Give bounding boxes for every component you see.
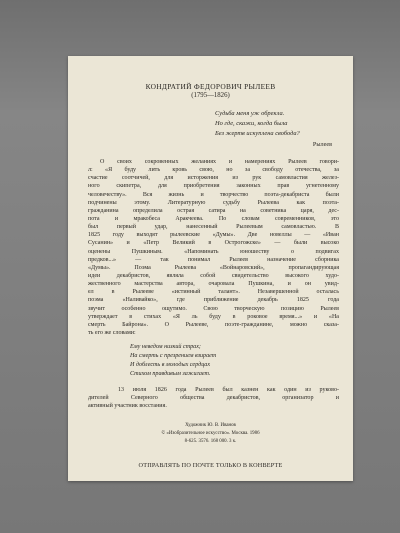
text-line: был первый удар, нанесенный Рылеевым самовластью. В	[88, 224, 339, 231]
epigraph-line: Без жертв искуплена свобода?	[215, 130, 300, 137]
text-line: дителей Северного общества декабристов, организатор и	[88, 395, 339, 402]
text-line: звучит особенно ощутимо. Свою творческую позицию Рылеев	[88, 305, 339, 312]
text-line: счастие соотчичей, для исторжения из рук самовластия желез-	[88, 175, 339, 182]
text-line: гражданина определила острая сатира на советника царя, дес-	[88, 207, 339, 214]
text-line: идеи декабристов, являла собой свидетельство высокого худо-	[88, 272, 339, 279]
text-line: поэма «Наливайко», где приближение декабрь 1825 года	[88, 297, 339, 304]
text-line: л: «Я буду лить кровь свою, но за свободу отечества, за	[88, 167, 339, 174]
verse-line: На смерть с презрением взирает	[130, 353, 217, 359]
closing-text	[88, 386, 339, 410]
life-years: (1795—1826)	[191, 92, 230, 99]
text-line: ного скипетра, для приобретения законных прав угнетенному	[88, 183, 339, 190]
epigraph-author: Рылеев	[312, 141, 332, 148]
postcard-back	[68, 56, 353, 481]
artist-credit: Художник Ю. В. Иванов	[185, 423, 236, 428]
verse-line: Стихом правдивым зажигает.	[130, 371, 211, 377]
text-line: Сусанин» и «Петр Великий в Острогожске» — были высоко	[88, 240, 339, 247]
text-line: ть его же словами:	[88, 329, 136, 336]
text-line: пота и мракобеса Аракчеева. По словам современников, это	[88, 215, 339, 222]
epigraph-line: Но где, скажи, когда была	[215, 120, 288, 127]
publisher-imprint: © «Изобразительное искусство». Москва. 1986	[161, 431, 260, 436]
verse-line: Ему неведом низкий страх;	[130, 344, 201, 350]
text-line: ел в Рылееве «истинный талант». Незавершенной осталась	[88, 289, 339, 296]
text-line: оценены Пушкиным. «Напоминать юношеству о подвигах	[88, 248, 339, 255]
text-line: подчинены этому. Литературную судьбу Рылеева как поэта-	[88, 199, 339, 206]
biography-text	[88, 158, 339, 337]
verse-line: И доблесть в молодых сердцах	[130, 362, 211, 368]
text-line: утверждает в стихах «Я ль буду в роковое время...» и «На	[88, 313, 339, 320]
text-line: 13 июля 1826 года Рылеев был казнен как один из руково-	[118, 387, 339, 393]
text-line: жественного мастерства автора, очаровала Пушкина, и он увид-	[88, 281, 339, 288]
epigraph-line: Судьба меня уж обрекла.	[215, 110, 285, 117]
text-line: «Думы». Поэма Рылеева «Войнаровский», пропагандирующая	[88, 264, 339, 271]
mail-instruction: ОТПРАВЛЯТЬ ПО ПОЧТЕ ТОЛЬКО В КОНВЕРТЕ	[138, 462, 283, 469]
text-line: смерть Байрона». О Рылееве, поэте-гражданине, можно сказа-	[88, 321, 339, 328]
text-line: предков...» — так понимал Рылеев назначение сборника	[88, 256, 339, 263]
text-line: 1825 году выходят рылеевские «Думы». Две новеллы — «Иван	[88, 232, 339, 239]
text-line: человечеству». Вся жизнь и творчество поэта-декабриста были	[88, 191, 339, 198]
text-line: О своих сокровенных желаниях и намерениях Рылеев говори-	[100, 159, 339, 165]
poet-name-heading: КОНДРАТИЙ ФЕДОРОВИЧ РЫЛЕЕВ	[145, 82, 276, 91]
print-run-info: 8-625. 3576. 168 000. 3 к.	[184, 439, 237, 444]
text-line: активный участник восстания.	[88, 403, 167, 410]
